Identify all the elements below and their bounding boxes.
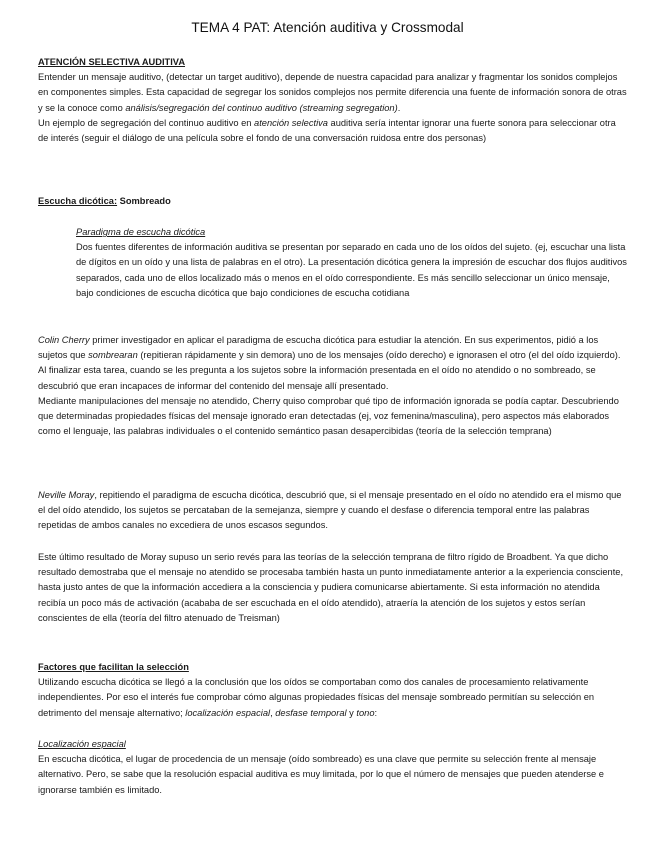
heading-underlined: Escucha dicótica:	[38, 196, 118, 206]
section-escucha-dicotica	[38, 194, 628, 209]
text-run: auditiva sería intentar ignorar una fuerte sonora para seleccionar otra de interés (seguir el diálogo de una película sobre el fondo de una conversación ruidosa entre dos personas)	[38, 117, 616, 144]
paragraph-moray	[38, 488, 628, 534]
author-name: Neville Moray	[38, 490, 95, 500]
paradigm-block	[76, 225, 628, 301]
document-title: TEMA 4 PAT: Atención auditiva y Crossmodal	[191, 20, 464, 35]
text-run: :	[374, 707, 378, 718]
text-run: primer investigador en aplicar el paradigma de escucha dicótica para estudiar la atención. En sus experimentos, pidió a los sujetos que	[38, 335, 599, 361]
text-run: .	[397, 102, 401, 113]
text-run: Utilizando escucha dicótica se llegó a la conclusión que los oídos se comportaban como dos canales de procesamiento relativamente independientes. Por eso el interés fue comprobar cómo algunas propiedades físicas del mensaje sombreado permitían su selección en detrimento del mensaje alternativo	[38, 677, 595, 718]
paragraph-ejemplo	[38, 116, 628, 146]
broadbent-block	[38, 550, 628, 626]
text-run: y	[346, 707, 357, 718]
italic-term: análisis/segregación del continuo auditivo (streaming segregation)	[125, 102, 398, 113]
paragraph-segregacion	[38, 70, 628, 116]
paradigm-text: Dos fuentes diferentes de información auditiva se presentan por separado en cada uno de los oídos del sujeto. (ej, escuchar una lista de dígitos en un oído y una lista de palabras en el otro). La presentación dicótica genera la impresión de escuchar dos flujos auditivos separados, cada uno de ellos localizado más o menos en el oído correspondiente. Es más sencillo seleccionar un único mensaje, bajo condiciones de escucha dicótica que bajo condiciones de escucha cotidiana	[76, 242, 627, 298]
section-heading-factores: Factores que facilitan la selección	[38, 662, 189, 672]
paragraph-localizacion: En escucha dicótica, el lugar de procedencia de un mensaje (oído sombreado) es una clave que permite su selección frente al mensaje alternativo. Pero, se sabe que la resolución espacial auditiva es muy limitada, por lo que el número de mensajes que pueden atenderse e ignorarse también es limitado.	[38, 754, 604, 795]
italic-term: sombrearan	[88, 350, 138, 361]
factores-block	[38, 660, 628, 721]
cherry-block	[38, 333, 628, 439]
text-run: , repitiendo el paradigma de escucha dicótica, descubrió que, si el mensaje presentado en el oído no atendido era el mismo que el del oído atendido, los sujetos se percataban de la semejanza, siempre y cuando el desfase o diferencia temporal entre las palabras repetidas de ambos canales no excediera de unos escasos segundos.	[38, 490, 622, 531]
subheading-localizacion: Localización espacial	[38, 739, 126, 749]
author-name: Colin Cherry	[38, 335, 90, 345]
text-run: ,	[270, 707, 276, 718]
italic-term: tono	[356, 707, 375, 718]
text-run: Un ejemplo de segregación del continuo auditivo en	[38, 117, 255, 128]
heading-bold: Sombreado	[117, 196, 171, 206]
text-run: (repitieran rápidamente y sin demora) uno de los mensajes (oído derecho) e ignorasen el otro (el del oído izquierdo). Al finalizar esta tarea, cuando se les pregunta a los sujetos sobre la información presentada en el oído no atendido o no sombreado, se descubrió que eran incapaces de informar del contenido del mensaje allí presentado.	[38, 350, 621, 391]
paragraph-cherry	[38, 333, 628, 394]
italic-term: atención selectiva	[254, 117, 328, 128]
paragraph-factores	[38, 675, 628, 721]
text-run: ;	[180, 707, 186, 718]
section-heading-atencion: ATENCIÓN SELECTIVA AUDITIVA	[38, 57, 186, 67]
italic-term: localización espacial	[185, 707, 271, 718]
localizacion-block	[38, 737, 628, 798]
paragraph-cherry-manipulaciones: Mediante manipulaciones del mensaje no atendido, Cherry quiso comprobar qué tipo de información ignorada se podía captar. Descubriendo que determinadas propiedades físicas del mensaje ignorado eran detectadas (ej, voz femenina/masculina), pero aspectos más elaborados como el lenguaje, las palabras individuales o el contenido semántico pasan desapercibidas (teoría de la selección temprana)	[38, 395, 619, 437]
section-heading-dicotica	[38, 194, 628, 209]
moray-block	[38, 488, 628, 534]
section-atencion-selectiva	[38, 55, 628, 146]
paragraph-broadbent: Este último resultado de Moray supuso un serio revés para las teorías de la selección temprana de filtro rígido de Broadbent. Ya que dicho resultado demostraba que el mensaje no atendido se procesaba también hasta un punto inmediatamente anterior a la experiencia consciente, hasta justo antes de que la información accediera a la consciencia y pudiera comunicarse abiertamente. Si esta información no atendida recibía un poco más de activación (acababa de ser escuchada en el oído atendido), atraería la atención de los sujetos y estos serían conscientes de ella (teoría del filtro atenuado de Treisman)	[38, 552, 624, 623]
italic-term: desfase temporal	[275, 707, 347, 718]
paradigm-title: Paradigma de escucha dicótica	[76, 227, 206, 237]
text-run: Entender un mensaje auditivo, (detectar un target auditivo), depende de nuestra capacidad para analizar y fragmentar los sonidos complejos en componentes simples. Esta capacidad de segregar los sonidos complejos nos permite diferencia una fuente de información sonora de otras y se la conoce como	[38, 72, 627, 113]
